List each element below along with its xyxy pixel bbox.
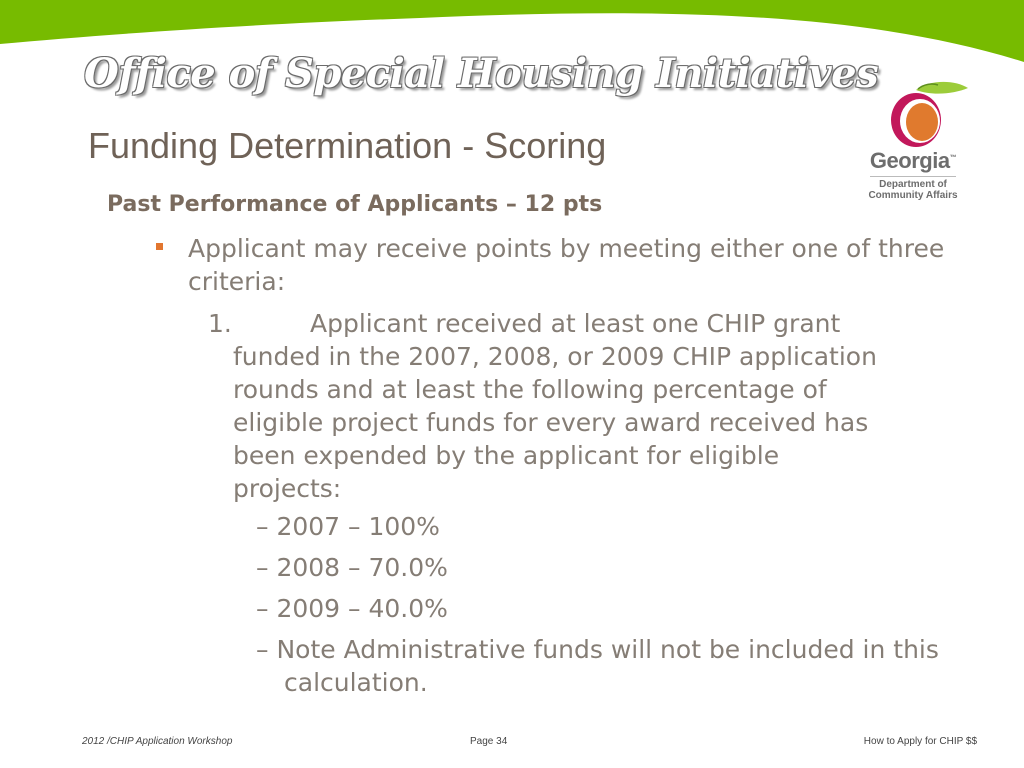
bullet-text: Applicant may receive points by meeting either one of three criteria:: [188, 234, 945, 296]
numbered-text: Applicant received at least one CHIP grant funded in the 2007, 2008, or 2009 CHIP application rounds and at least the following percentage of eligible project funds for every award received has been expended by the applicant for eligible projects:: [233, 309, 877, 503]
sub-item-note: – Note Administrative funds will not be included in this calculation.: [256, 635, 939, 697]
section-heading: Past Performance of Applicants – 12 pts: [107, 192, 603, 217]
office-title: Office of Special Housing Initiatives: [84, 50, 879, 97]
logo-wordmark: Georgia™: [869, 148, 957, 173]
georgia-dca-logo: [858, 80, 968, 205]
sub-item-2007: – 2007 – 100%: [256, 512, 440, 541]
slide-title: Funding Determination - Scoring: [88, 125, 607, 166]
numbered-marker: 1.: [208, 309, 232, 338]
footer-left: 2012 /CHIP Application Workshop: [82, 736, 233, 747]
logo-divider: [870, 176, 956, 177]
bullet-square-icon: [156, 243, 163, 250]
logo-dept-line1: Department of: [879, 179, 947, 190]
georgia-peach-icon: [858, 80, 968, 148]
sub-item-2009: – 2009 – 40.0%: [256, 594, 448, 623]
logo-dept-line2: Community Affairs: [868, 190, 958, 201]
logo-department: [858, 179, 968, 201]
sub-item-2008: – 2008 – 70.0%: [256, 553, 448, 582]
footer-right: How to Apply for CHIP $$: [863, 736, 977, 747]
footer-page-number: Page 34: [470, 736, 508, 747]
